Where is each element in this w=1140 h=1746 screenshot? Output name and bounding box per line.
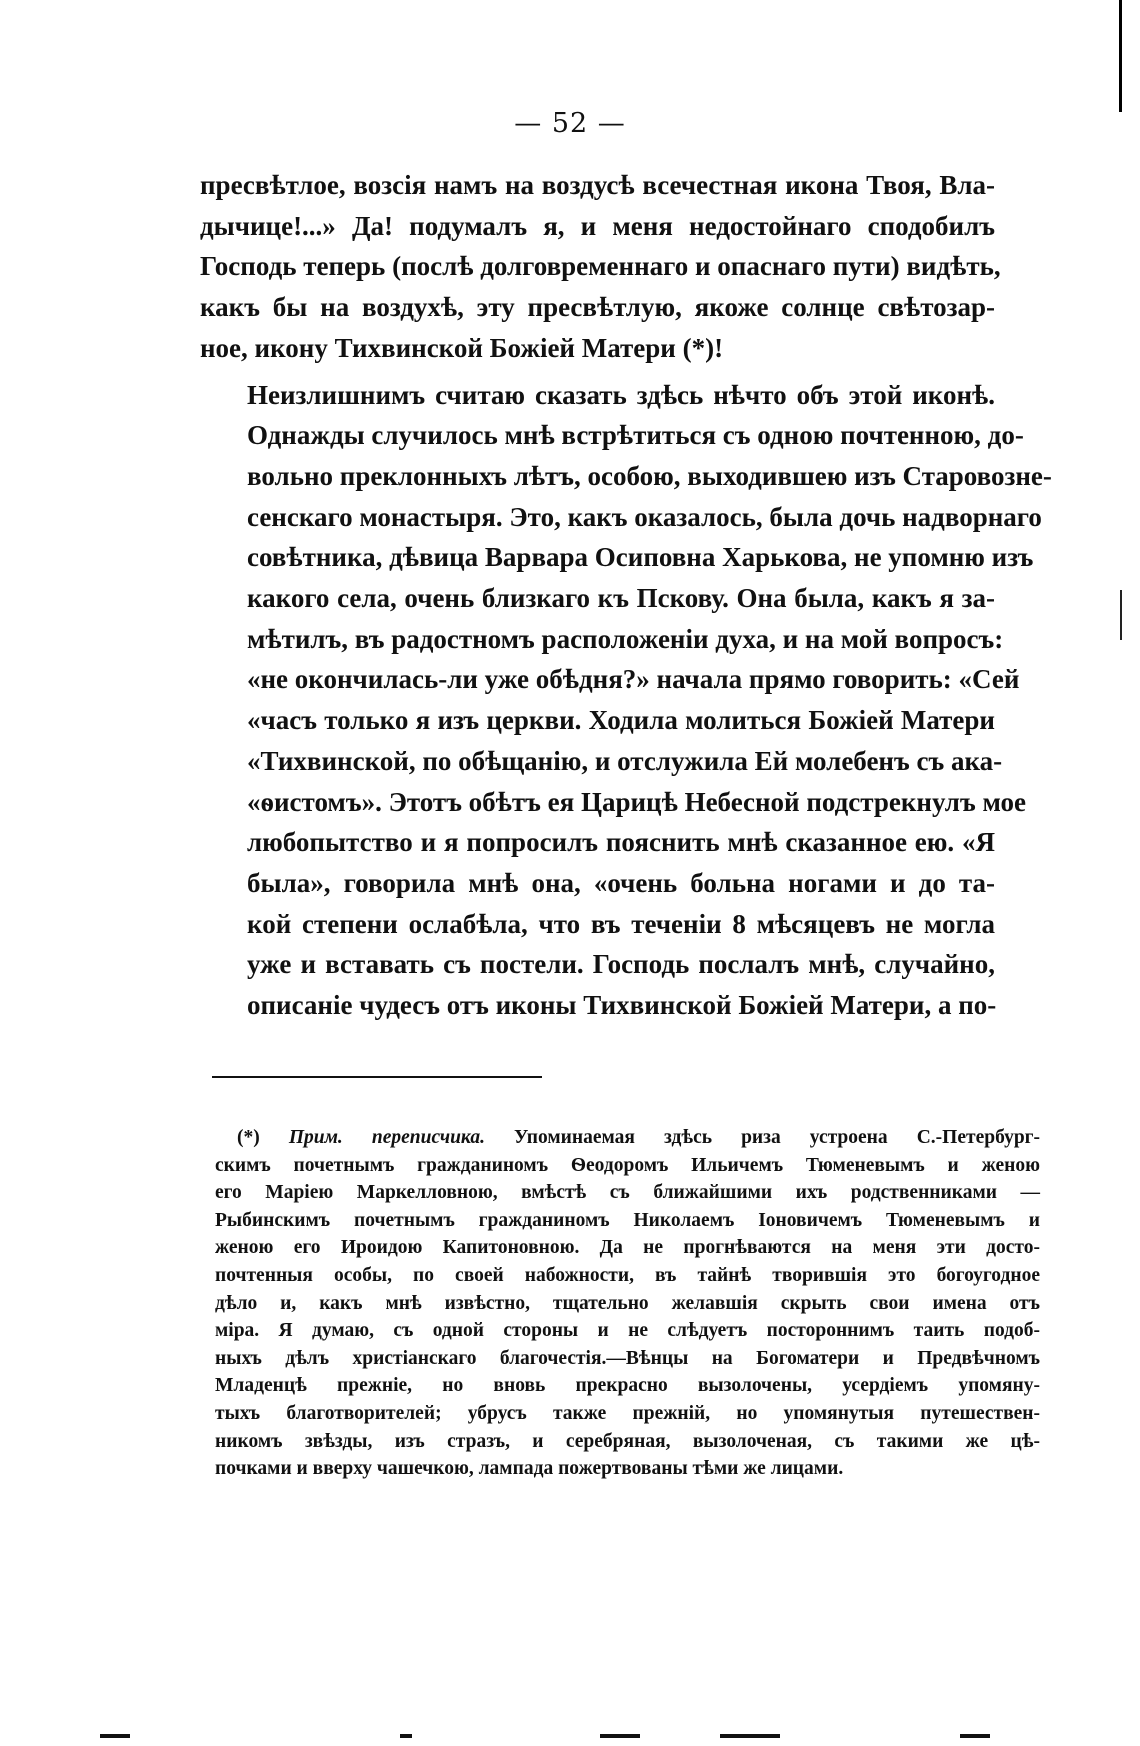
paragraph-1 bbox=[200, 165, 1001, 369]
footnote-line: его Маріею Маркелловною, вмѣстѣ съ ближайшими ихъ родственниками — bbox=[215, 1182, 1040, 1204]
text-line: была», говорила мнѣ она, «очень больна ногами и до та- bbox=[247, 867, 995, 898]
text-line: Однажды случилось мнѣ встрѣтиться съ одною почтенною, до- bbox=[247, 420, 1024, 451]
footnote-label: Прим. переписчика. bbox=[288, 1127, 485, 1148]
footnote-line: Младенцѣ прежніе, но вновь прекрасно вызолочены, усердіемъ упомяну- bbox=[215, 1375, 1040, 1397]
footnote-line: никомъ звѣзды, изъ стразъ, и серебряная, вызолоченая, съ такими же цѣ- bbox=[215, 1430, 1040, 1452]
footnote-marker: (*) bbox=[237, 1127, 260, 1148]
text-line: Господь теперь (послѣ долговременнаго и опаснаго пути) видѣть, bbox=[200, 251, 1001, 282]
scan-edge-mark bbox=[1120, 590, 1122, 640]
footnote-line: міра. Я думаю, съ одной стороны и не слѣдуетъ постороннимъ таить подоб- bbox=[215, 1320, 1040, 1342]
footnote-line: тыхъ благотворителей; убрусъ также прежній, но упомянутыя путешествен- bbox=[215, 1402, 1040, 1424]
footnote-line: Рыбинскимъ почетнымъ гражданиномъ Николаемъ Іоновичемъ Тюменевымъ и bbox=[215, 1209, 1040, 1231]
text-line: «не окончилась-ли уже обѣдня?» начала прямо говорить: «Сей bbox=[247, 664, 1020, 695]
scan-bottom-marks bbox=[100, 1734, 1000, 1742]
text-line: любопытство и я попросилъ пояснить мнѣ сказанное ею. «Я bbox=[247, 827, 995, 858]
scan-mark bbox=[720, 1734, 780, 1738]
scan-mark bbox=[600, 1734, 640, 1738]
footnote-line: дѣло и, какъ мнѣ извѣстно, тщательно желавшія скрыть свои имена отъ bbox=[215, 1292, 1040, 1314]
text-line: Неизлишнимъ считаю сказать здѣсь нѣчто объ этой иконѣ. bbox=[247, 379, 995, 410]
text-line: «часъ только я изъ церкви. Ходила молиться Божіей Матери bbox=[247, 705, 995, 736]
text-line: ное, икону Тихвинской Божіей Матери (*)! bbox=[200, 332, 724, 363]
scan-mark bbox=[100, 1734, 130, 1738]
text-line: пресвѣтлое, возсія намъ на воздусѣ всечестная икона Твоя, Вла- bbox=[200, 170, 995, 200]
text-line: дычице!...» Да! подумалъ я, и меня недостойнаго сподобилъ bbox=[200, 210, 995, 241]
text-line: кой степени ослабѣла, что въ теченіи 8 мѣсяцевъ не могла bbox=[247, 908, 995, 939]
text-line: какого села, очень близкаго къ Пскову. Она была, какъ я за- bbox=[247, 583, 995, 614]
text-line: уже и вставать съ постели. Господь послалъ мнѣ, случайно, bbox=[247, 949, 995, 980]
text-line: «ѳистомъ». Этотъ обѣтъ ея Царицѣ Небесной подстрекнулъ мое bbox=[247, 786, 1026, 817]
scan-mark bbox=[960, 1734, 990, 1738]
footnote-line: ныхъ дѣлъ христіанскаго благочестія.—Вѣнцы на Богоматери и Предвѣчномъ bbox=[215, 1347, 1040, 1369]
paragraph-2 bbox=[200, 375, 1052, 1026]
page-number: — 52 — bbox=[514, 108, 626, 139]
footnote-line: Упоминаемая здѣсь риза устроена С.-Петербург- bbox=[514, 1127, 1041, 1148]
text-line: вольно преклонныхъ лѣтъ, особою, выходившею изъ Старовозне- bbox=[247, 460, 1052, 491]
text-line: совѣтника, дѣвица Варвара Осиповна Харькова, не упомню изъ bbox=[247, 542, 1034, 573]
footnote-line: почтенныя особы, по своей набожности, въ тайнѣ творившія это богоугодное bbox=[215, 1264, 1040, 1286]
text-line: описаніе чудесъ отъ иконы Тихвинской Божіей Матери, а по- bbox=[247, 990, 997, 1021]
footnote-divider bbox=[212, 1076, 542, 1078]
scan-mark bbox=[400, 1734, 412, 1738]
footnote bbox=[215, 1124, 1040, 1483]
text-line: мѣтилъ, въ радостномъ расположеніи духа, и на мой вопросъ: bbox=[247, 623, 1004, 654]
footnote-line: женою его Ироидою Капитоновною. Да не прогнѣваются на меня эти досто- bbox=[215, 1237, 1040, 1259]
text-line: сенскаго монастыря. Это, какъ оказалось, была дочь надворнаго bbox=[247, 501, 1042, 532]
footnote-first-line bbox=[215, 1124, 1040, 1152]
main-text bbox=[200, 165, 1052, 1026]
footnote-line: почками и вверху чашечкою, лампада пожертвованы тѣми же лицами. bbox=[215, 1458, 844, 1480]
footnote-line: скимъ почетнымъ гражданиномъ Ѳеодоромъ Ильичемъ Тюменевымъ и женою bbox=[215, 1154, 1040, 1176]
text-line: «Тихвинской, по обѣщанію, и отслужила Ей молебенъ съ ака- bbox=[247, 745, 1003, 776]
scan-edge-rule bbox=[1119, 0, 1122, 112]
text-line: какъ бы на воздухѣ, эту пресвѣтлую, якоже солнце свѣтозар- bbox=[200, 292, 995, 323]
